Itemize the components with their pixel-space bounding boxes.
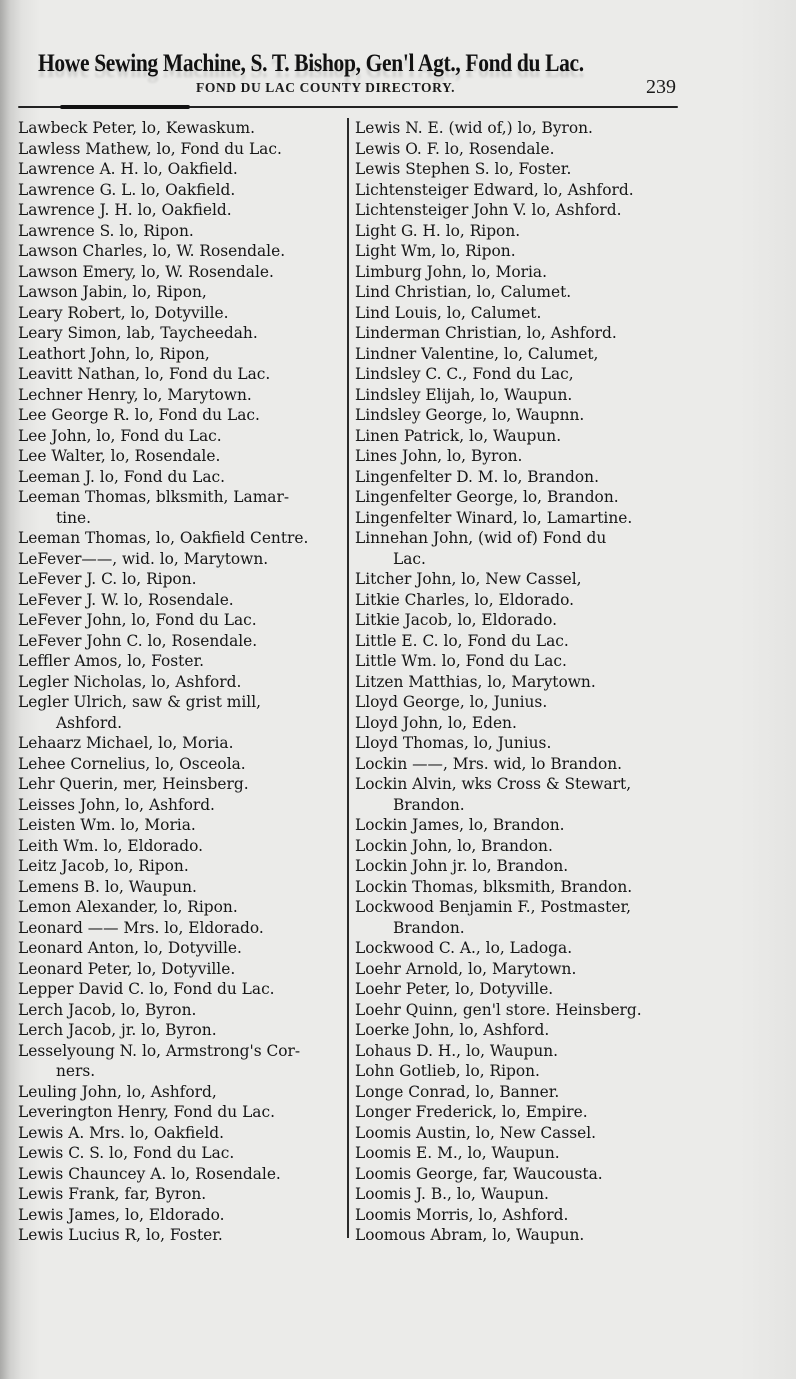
entry-text: Lawrence A. H. lo, Oakfield. [18,160,238,178]
directory-entry [355,487,690,508]
directory-entry [18,405,348,426]
directory-entry [355,836,690,857]
entry-text: Loehr Peter, lo, Dotyville. [355,980,554,998]
entry-text: Lewis O. F. lo, Rosendale. [355,139,555,158]
directory-entry [18,139,348,160]
entry-text: Lemon Alexander, lo, Ripon. [18,898,238,916]
directory-entry [355,1020,690,1041]
left-column [18,118,348,1246]
directory-entry [355,467,690,488]
directory-entry [18,897,348,918]
entry-text: Lind Louis, lo, Calumet. [355,303,542,322]
entry-text: Lockin John, lo, Brandon. [355,836,553,855]
entry-continuation: Ashford. [56,713,122,732]
directory-entry [355,426,690,447]
entry-text: Loomous Abram, lo, Waupun. [355,1226,585,1244]
column-divider [347,118,349,1238]
directory-entry [18,364,348,385]
entry-text: Lechner Henry, lo, Marytown. [18,385,252,404]
directory-entry [18,918,348,939]
directory-entry [355,631,690,652]
entry-text: Linderman Christian, lo, Ashford. [355,324,617,342]
entry-text: Lerch Jacob, lo, Byron. [18,1000,197,1019]
entry-text: Litzen Matthias, lo, Marytown. [355,672,596,691]
directory-entry [18,1041,348,1082]
directory-entry [355,323,690,344]
entry-text: Lewis Stephen S. lo, Foster. [355,160,572,178]
directory-entry [355,405,690,426]
entry-text: Loerke John, lo, Ashford. [355,1021,550,1039]
directory-entry [18,774,348,795]
entry-text: Leathort John, lo, Ripon, [18,344,210,363]
entry-text: Little Wm. lo, Fond du Lac. [355,652,567,670]
directory-entry [18,733,348,754]
entry-text: Lerch Jacob, jr. lo, Byron. [18,1021,217,1039]
header-rule-accent [60,105,190,109]
entry-text: Lingenfelter George, lo, Brandon. [355,488,619,506]
directory-entry [355,754,690,775]
directory-entry [355,815,690,836]
directory-entry [355,303,690,324]
directory-entry [18,938,348,959]
entry-text: Limburg John, lo, Moria. [355,262,547,281]
directory-entry [355,180,690,201]
entry-continuation: ners. [56,1062,96,1080]
entry-text: LeFever J. C. lo, Ripon. [18,570,197,588]
directory-entry [355,364,690,385]
entry-text: Lewis C. S. lo, Fond du Lac. [18,1144,235,1162]
directory-entry [18,1164,348,1185]
directory-entry [355,344,690,365]
directory-entry [355,446,690,467]
directory-entry [355,733,690,754]
entry-text: Light G. H. lo, Ripon. [355,221,521,240]
entry-text: Leisses John, lo, Ashford. [18,795,215,814]
entry-text: Lawbeck Peter, lo, Kewaskum. [18,119,256,137]
directory-entry [18,754,348,775]
entry-text: Lawson Jabin, lo, Ripon, [18,283,207,301]
entry-text: Leuling John, lo, Ashford, [18,1082,217,1101]
directory-entry [355,1102,690,1123]
entry-text: Loehr Arnold, lo, Marytown. [355,959,577,978]
directory-entry [355,282,690,303]
directory-entry [355,590,690,611]
directory-entry [18,836,348,857]
directory-entry [355,1205,690,1226]
entry-text: Lind Christian, lo, Calumet. [355,283,572,301]
directory-entry [18,959,348,980]
directory-entry [18,1184,348,1205]
directory-entry [355,651,690,672]
entry-text: Lewis Frank, far, Byron. [18,1185,207,1203]
entry-text: Litcher John, lo, New Cassel, [355,570,582,588]
entry-text: Lewis Chauncey A. lo, Rosendale. [18,1164,281,1183]
entry-text: Little E. C. lo, Fond du Lac. [355,631,569,650]
directory-entry [355,1225,690,1246]
entry-text: LeFever John, lo, Fond du Lac. [18,611,257,629]
directory-entry [355,713,690,734]
directory-entry [18,303,348,324]
directory-entry [18,200,348,221]
directory-entry [18,262,348,283]
directory-entry [355,159,690,180]
entry-text: Lewis N. E. (wid of,) lo, Byron. [355,119,593,137]
entry-text: Lehr Querin, mer, Heinsberg. [18,775,249,793]
directory-entry [18,590,348,611]
directory-entry [18,1143,348,1164]
entry-text: Litkie Charles, lo, Eldorado. [355,590,575,609]
entry-text: Lee Walter, lo, Rosendale. [18,447,221,465]
entry-text: Lewis James, lo, Eldorado. [18,1205,225,1224]
entry-continuation: Lac. [393,549,426,568]
directory-entry [18,672,348,693]
directory-entry [18,549,348,570]
directory-entry [355,118,690,139]
directory-entry [355,897,690,938]
directory-entry [18,1000,348,1021]
directory-entry [355,1184,690,1205]
directory-entry [355,1143,690,1164]
directory-entry [18,610,348,631]
entry-text: Leitz Jacob, lo, Ripon. [18,857,189,875]
entry-text: Lesselyoung N. lo, Armstrong's Cor- [18,1041,301,1060]
entry-text: Leeman J. lo, Fond du Lac. [18,467,226,486]
entry-text: Lee George R. lo, Fond du Lac. [18,406,260,424]
entry-text: Leonard Peter, lo, Dotyville. [18,959,236,978]
directory-entry [18,1102,348,1123]
entry-text: Leavitt Nathan, lo, Fond du Lac. [18,365,271,383]
entry-text: Lawson Charles, lo, W. Rosendale. [18,242,286,260]
entry-text: LeFever John C. lo, Rosendale. [18,631,258,650]
entry-text: Lohaus D. H., lo, Waupun. [355,1041,559,1060]
directory-title: FOND DU LAC COUNTY DIRECTORY. [196,80,456,95]
directory-entry [18,569,348,590]
directory-entry [355,385,690,406]
directory-entry [355,692,690,713]
directory-entry [18,221,348,242]
directory-entry [355,1082,690,1103]
entry-text: Loehr Quinn, gen'l store. Heinsberg. [355,1000,642,1019]
directory-entry [355,1000,690,1021]
entry-text: Lines John, lo, Byron. [355,447,523,465]
directory-entry [18,467,348,488]
entry-text: Lindner Valentine, lo, Calumet, [355,344,599,363]
directory-entry [18,1020,348,1041]
directory-entry [355,139,690,160]
directory-entry [355,959,690,980]
entry-text: Leonard Anton, lo, Dotyville. [18,939,242,957]
entry-text: Loomis Morris, lo, Ashford. [355,1205,569,1224]
entry-text: Lawless Mathew, lo, Fond du Lac. [18,139,282,158]
entry-text: Litkie Jacob, lo, Eldorado. [355,611,557,629]
entry-text: Lepper David C. lo, Fond du Lac. [18,980,275,998]
directory-entry [18,631,348,652]
directory-entry [18,282,348,303]
directory-entry [355,856,690,877]
directory-entry [355,774,690,815]
entry-text: Lawrence S. lo, Ripon. [18,221,194,240]
entry-text: Loomis E. M., lo, Waupun. [355,1144,560,1162]
entry-text: Lindsley George, lo, Waupnn. [355,406,585,424]
entry-text: Lee John, lo, Fond du Lac. [18,426,222,445]
entry-text: Light Wm, lo, Ripon. [355,242,516,260]
entry-text: Leeman Thomas, blksmith, Lamar- [18,488,290,506]
entry-text: Lewis A. Mrs. lo, Oakfield. [18,1123,225,1142]
entry-text: Lawrence J. H. lo, Oakfield. [18,201,232,219]
entry-text: Lewis Lucius R, lo, Foster. [18,1226,223,1244]
directory-entry [355,938,690,959]
directory-entry [18,159,348,180]
entry-text: Lockwood C. A., lo, Ladoga. [355,939,573,957]
entry-text: Lohn Gotlieb, lo, Ripon. [355,1062,540,1080]
entry-text: Lindsley C. C., Fond du Lac, [355,365,574,383]
entry-text: LeFever J. W. lo, Rosendale. [18,590,234,609]
entry-text: Longer Frederick, lo, Empire. [355,1103,588,1121]
entry-continuation: Brandon. [393,795,465,814]
directory-entry [355,528,690,569]
directory-entry [18,651,348,672]
directory-entry [355,221,690,242]
entry-continuation: tine. [56,508,92,527]
right-column [355,118,690,1246]
directory-entry [18,979,348,1000]
directory-entry [18,815,348,836]
directory-entry [355,262,690,283]
entry-text: Loomis J. B., lo, Waupun. [355,1185,549,1203]
directory-entry [18,323,348,344]
entry-text: Legler Nicholas, lo, Ashford. [18,672,242,691]
directory-entry [18,692,348,733]
directory-entry [355,1123,690,1144]
entry-text: Longe Conrad, lo, Banner. [355,1082,560,1101]
entry-text: Linen Patrick, lo, Waupun. [355,426,562,445]
entry-text: LeFever——, wid. lo, Marytown. [18,549,269,568]
entry-text: Legler Ulrich, saw & grist mill, [18,693,262,711]
entry-text: Lehaarz Michael, lo, Moria. [18,734,234,752]
entry-text: Lockin Alvin, wks Cross & Stewart, [355,775,632,793]
directory-entry [355,1061,690,1082]
entry-text: Leonard —— Mrs. lo, Eldorado. [18,918,264,937]
entry-text: Lingenfelter Winard, lo, Lamartine. [355,508,633,527]
directory-entry [355,979,690,1000]
directory-entry [18,1225,348,1246]
entry-text: Loomis George, far, Waucousta. [355,1164,603,1183]
entry-text: Loomis Austin, lo, New Cassel. [355,1123,597,1142]
entry-text: Lemens B. lo, Waupun. [18,877,197,896]
directory-entry [18,426,348,447]
directory-entry [18,487,348,528]
directory-entry [18,446,348,467]
directory-entry [355,877,690,898]
entry-text: Lehee Cornelius, lo, Osceola. [18,754,246,773]
directory-entry [18,1205,348,1226]
directory-entry [18,877,348,898]
directory-entry [18,180,348,201]
entry-text: Leary Robert, lo, Dotyville. [18,303,229,322]
directory-entry [18,118,348,139]
entry-text: Leith Wm. lo, Eldorado. [18,836,203,855]
entry-text: Lockin Thomas, blksmith, Brandon. [355,877,633,896]
entry-text: Lockin James, lo, Brandon. [355,816,565,834]
directory-entry [355,1164,690,1185]
directory-entry [355,610,690,631]
entry-text: Leisten Wm. lo, Moria. [18,816,196,834]
entry-continuation: Brandon. [393,918,465,937]
entry-text: Lawrence G. L. lo, Oakfield. [18,180,236,199]
entry-text: Lawson Emery, lo, W. Rosendale. [18,262,274,281]
directory-entry [18,241,348,262]
entry-text: Lichtensteiger John V. lo, Ashford. [355,201,622,219]
entry-text: Lloyd John, lo, Eden. [355,713,517,732]
directory-entry [355,569,690,590]
entry-text: Lloyd Thomas, lo, Junius. [355,734,552,752]
directory-entry [355,672,690,693]
entry-text: Lloyd George, lo, Junius. [355,693,548,711]
page-number: 239 [646,76,676,98]
directory-entry [18,1123,348,1144]
directory-entry [355,1041,690,1062]
entry-text: Linnehan John, (wid of) Fond du [355,529,607,547]
directory-entry [18,344,348,365]
entry-text: Lockin ——, Mrs. wid, lo Brandon. [355,754,623,773]
directory-entry [18,795,348,816]
directory-entry [18,385,348,406]
entry-text: Leary Simon, lab, Taycheedah. [18,324,258,342]
entry-text: Leeman Thomas, lo, Oakfield Centre. [18,529,309,547]
entry-text: Lockin John jr. lo, Brandon. [355,857,569,875]
entry-text: Lockwood Benjamin F., Postmaster, [355,898,632,916]
directory-entry [355,200,690,221]
directory-entry [355,241,690,262]
entry-text: Leffler Amos, lo, Foster. [18,652,205,670]
directory-entry [355,508,690,529]
entry-text: Lindsley Elijah, lo, Waupun. [355,385,573,404]
entry-text: Lingenfelter D. M. lo, Brandon. [355,467,599,486]
directory-entry [18,856,348,877]
advertisement-header: Howe Sewing Machine, S. T. Bishop, Gen'l Agt., Fond du Lac. [38,50,584,77]
directory-entry [18,528,348,549]
directory-entry [18,1082,348,1103]
entry-text: Leverington Henry, Fond du Lac. [18,1103,275,1121]
entry-text: Lichtensteiger Edward, lo, Ashford. [355,180,634,199]
